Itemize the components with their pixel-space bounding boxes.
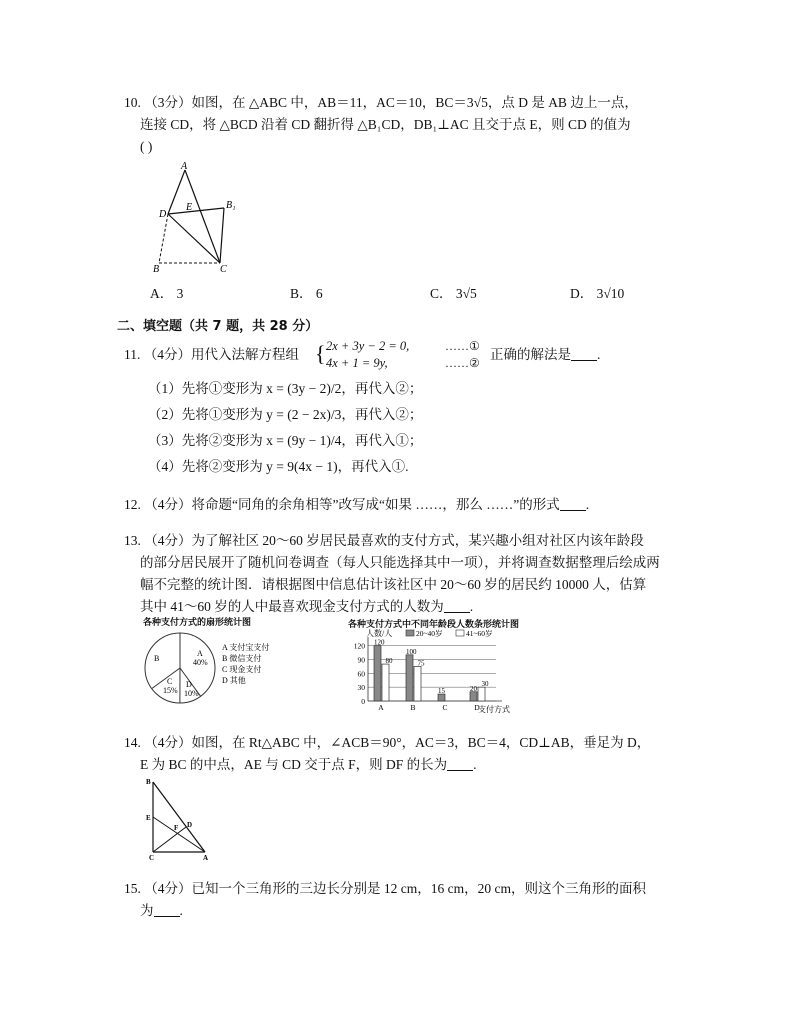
q13-line2: 的部分居民展开了随机问卷调查（每人只能选择其中一项），并将调查数据整理后绘成两 xyxy=(140,555,660,570)
bar-B-series-0 xyxy=(406,655,413,701)
bar-data-label: 120 xyxy=(374,638,385,647)
pie-label-c: C xyxy=(167,677,173,686)
q11-stem: 11. （4分）用代入法解方程组 xyxy=(124,347,299,362)
bar-C-series-0 xyxy=(438,694,445,701)
q12-text: 12. （4分）将命题“同角的余角相等”改写成“如果 ……，那么 ……”的形式 . xyxy=(124,497,590,512)
pie-label-d: D xyxy=(186,680,192,689)
q14-figure xyxy=(143,776,213,860)
pie-legend-b: B 微信支付 xyxy=(222,654,262,663)
bar-category-label: B xyxy=(410,703,416,712)
pie-value-a: 40% xyxy=(193,658,208,667)
fig14-label-a: A xyxy=(203,854,209,860)
pie-legend-a: A 支付宝支付 xyxy=(222,643,270,652)
q11-mark1: ……① xyxy=(445,339,480,353)
pie-legend-d: D 其他 xyxy=(222,676,246,685)
fig14-label-c: C xyxy=(149,854,155,860)
q15-line1: 15. （4分）已知一个三角形的三边长分别是 12 cm，16 cm，20 cm，则这个三角形的面积 xyxy=(124,881,646,896)
bar-data-label: 80 xyxy=(385,657,393,666)
q10-line2: 连接 CD，将 △BCD 沿着 CD 翻折得 △B₁CD，DB₁⊥AC 且交于点 E，则 CD 的值为 xyxy=(140,117,631,132)
q10-line3: ( ) xyxy=(140,139,153,154)
bar-data-label: 30 xyxy=(481,680,489,689)
q11-item-3: （3）先将②变形为 x = (9y − 1)/4，再代入①； xyxy=(148,433,423,448)
legend-20-40: 20~40岁 xyxy=(416,629,443,638)
pie-label-a: A xyxy=(197,649,203,658)
section-title: 二、填空题（共 7 题，共 28 分） xyxy=(117,319,319,334)
bar-data-label: 20 xyxy=(470,684,477,693)
bar-ylabel: 人数/人 xyxy=(366,629,393,638)
fig14-label-e: E xyxy=(146,814,151,822)
bar-ytick-label: 30 xyxy=(357,683,365,693)
bar-chart xyxy=(338,626,518,714)
pie-title: 各种支付方式的扇形统计图 xyxy=(143,618,252,628)
fig10-label-c: C xyxy=(220,264,227,275)
q10-option-a: A． 3 xyxy=(150,286,184,301)
q11-item-4: （4）先将②变形为 y = 9(4x − 1)，再代入①. xyxy=(148,459,409,474)
bar-D-series-0 xyxy=(470,692,477,701)
fig10-label-e: E xyxy=(186,202,193,213)
q11-eq1: 2x + 3y − 2 = 0, xyxy=(326,339,410,353)
legend-41-60: 41~60岁 xyxy=(466,629,493,638)
q11-item-2: （2）先将①变形为 y = (2 − 2x)/3，再代入②； xyxy=(148,407,423,422)
q13-line4: 其中 41～60 岁的人中最喜欢现金支付方式的人数为 . xyxy=(140,599,474,614)
pie-value-c: 15% xyxy=(163,686,178,695)
pie-legend-c: C 现金支付 xyxy=(222,665,262,674)
q13-line3: 幅不完整的统计图．请根据图中信息估计该社区中 20～60 岁的居民约 10000 人，估算 xyxy=(140,577,647,592)
q11-item-1: （1）先将①变形为 x = (3y − 2)/2，再代入②； xyxy=(148,381,423,396)
bar-ytick-label: 60 xyxy=(357,669,365,679)
bar-D-series-1 xyxy=(478,687,485,701)
q14-line1: 14. （4分）如图，在 Rt△ABC 中，∠ACB＝90°，AC＝3，BC＝4，CD⊥AB，垂足为 D， xyxy=(124,735,651,750)
fig14-label-f: F xyxy=(174,824,179,832)
bar-category-label: A xyxy=(378,703,384,712)
q10-option-c: C． 3√5 xyxy=(430,286,477,301)
pie-label-b: B xyxy=(154,654,160,663)
pie-value-d: 10% xyxy=(184,689,199,698)
fig10-label-a: A xyxy=(181,161,188,172)
q11-eq2: 4x + 1 = 9y, xyxy=(326,356,388,370)
bar-ytick-label: 120 xyxy=(353,641,365,651)
bar-xlabel: 支付方式 xyxy=(478,705,510,714)
fig10-label-b1: B₁ xyxy=(226,200,236,211)
fig10-label-d: D xyxy=(159,209,167,220)
pie-chart xyxy=(140,626,340,706)
bar-title: 各种支付方式中不同年龄段人数条形统计图 xyxy=(348,620,520,630)
q13-line1: 13. （4分）为了解社区 20～60 岁居民最喜欢的支付方式，某兴趣小组对社区内该年龄段 xyxy=(124,533,644,548)
bar-B-series-1 xyxy=(414,666,421,701)
bar-data-label: 100 xyxy=(406,647,417,656)
bar-A-series-1 xyxy=(382,664,389,701)
fig10-label-b: B xyxy=(153,264,160,275)
bar-data-label: 15 xyxy=(438,687,445,696)
q15-line2: 为 . xyxy=(140,903,183,918)
q10-line1: 10. （3分）如图，在 △ABC 中，AB＝11，AC＝10，BC＝3√5，点 D 是 AB 边上一点， xyxy=(124,95,638,110)
bar-A-series-0 xyxy=(374,646,381,701)
q11-brace: { xyxy=(315,341,326,366)
q11-tail: 正确的解法是 . xyxy=(490,347,601,362)
q10-option-b: B． 6 xyxy=(290,286,323,301)
q10-figure xyxy=(148,160,248,275)
legend-swatch-41-60 xyxy=(456,630,464,636)
bar-category-label: D xyxy=(474,703,480,712)
bar-data-label: 75 xyxy=(417,659,425,668)
q14-line2: E 为 BC 的中点，AE 与 CD 交于点 F，则 DF 的长为 . xyxy=(140,757,477,772)
bar-ytick-label: 90 xyxy=(357,655,365,665)
fig14-label-d: D xyxy=(187,821,193,829)
q10-option-d: D． 3√10 xyxy=(570,286,625,301)
q11-mark2: ……② xyxy=(445,356,480,370)
bar-category-label: C xyxy=(442,703,448,712)
bar-ytick-label: 0 xyxy=(361,697,365,706)
fig14-label-b: B xyxy=(146,778,151,786)
legend-swatch-20-40 xyxy=(406,630,414,636)
